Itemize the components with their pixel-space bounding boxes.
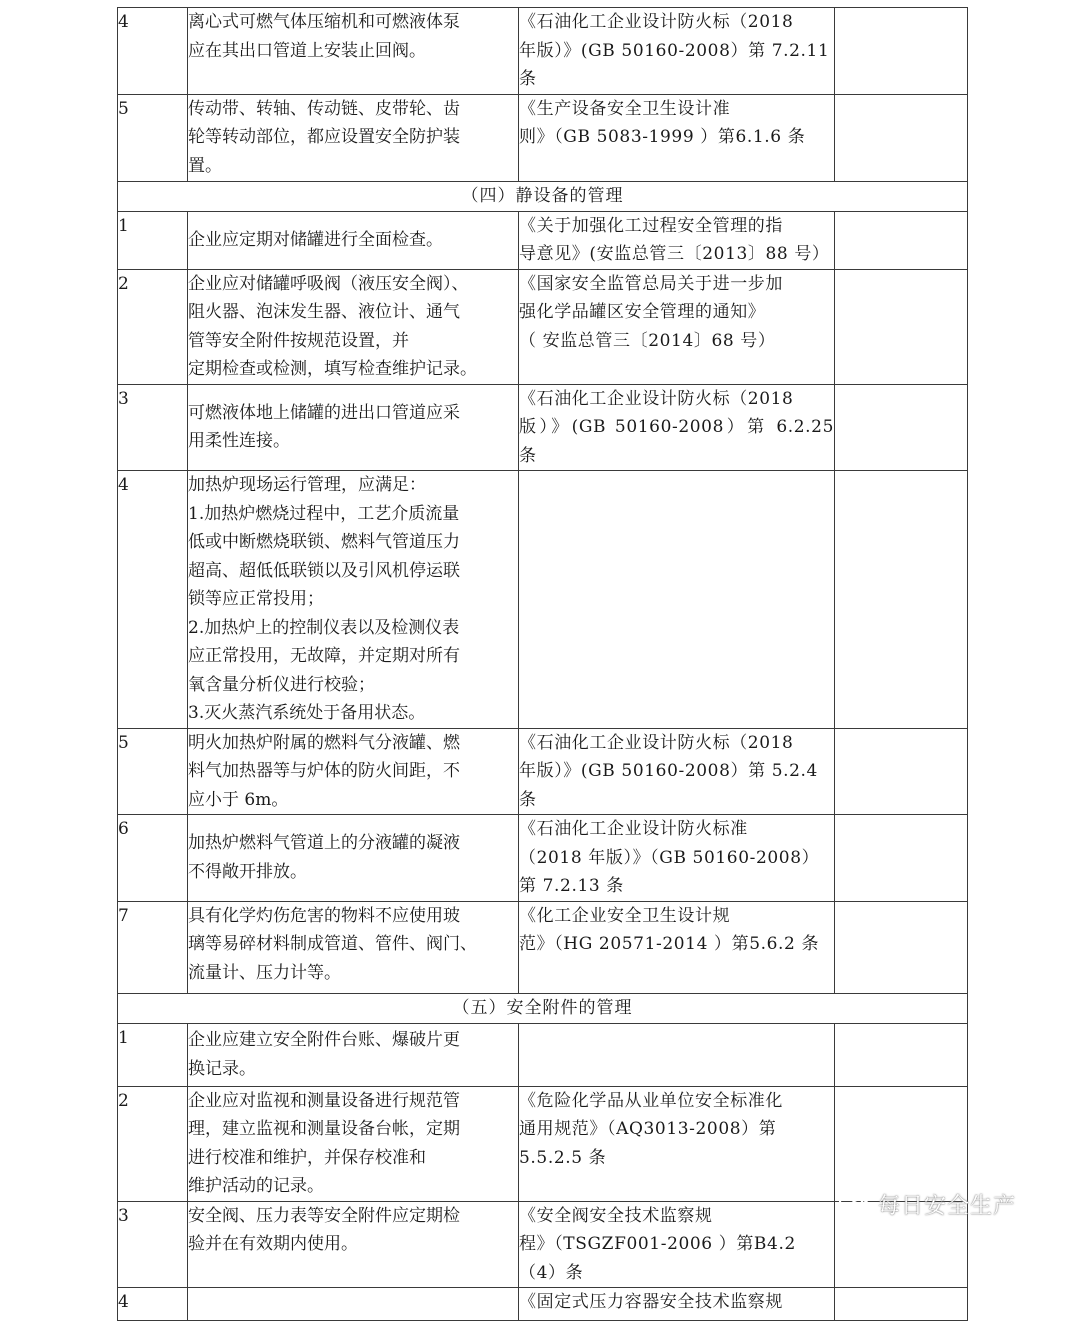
requirement-cell-line: 企业应建立安全附件台账、爆破片更 xyxy=(188,1030,460,1050)
basis-cell xyxy=(519,1288,835,1321)
basis-cell-line: 导意见》(安监总管三〔2013〕88 号） xyxy=(519,244,830,264)
remarks-cell xyxy=(835,1023,968,1086)
basis-cell-line: （2018 年版）》（GB 50160-2008） xyxy=(519,847,820,868)
remarks-cell xyxy=(835,269,968,384)
requirement-cell-line: 明火加热炉附属的燃料气分液罐、燃 xyxy=(188,732,460,753)
basis-cell-line: 《关于加强化工过程安全管理的指 xyxy=(519,215,783,236)
remarks-cell xyxy=(835,211,968,269)
basis-cell-line: 《石油化工企业设计防火标准 xyxy=(519,819,748,839)
basis-cell-line: （ 安监总管三〔2014〕68 号） xyxy=(519,330,776,351)
requirement-cell-line: 企业应定期对储罐进行全面检查。 xyxy=(188,229,443,250)
requirement-cell-line: 1.加热炉燃烧过程中，工艺介质流量 xyxy=(188,503,460,524)
requirement-cell-line: 进行校准和维护，并保存校准和 xyxy=(188,1147,426,1168)
basis-cell-line: 5.5.2.5 条 xyxy=(519,1147,607,1168)
requirement-cell-line: 离心式可燃气体压缩机和可燃液体泵 xyxy=(188,12,460,32)
requirement-cell xyxy=(188,901,519,993)
basis-cell xyxy=(519,211,835,269)
section-title: （四）静设备的管理 xyxy=(118,181,968,211)
requirement-cell-line: 璃等易碎材料制成管道、管件、阀门、 xyxy=(188,934,477,954)
requirement-cell-line: 应在其出口管道上安装止回阀。 xyxy=(188,40,426,61)
basis-cell xyxy=(519,815,835,902)
row-number: 6 xyxy=(118,815,188,902)
basis-cell-line: 则》（GB 5083-1999 ）第6.1.6 条 xyxy=(519,127,806,147)
requirement-cell-line: 安全阀、压力表等安全附件应定期检 xyxy=(188,1205,460,1226)
requirement-cell-line: 加热炉燃料气管道上的分液罐的凝液 xyxy=(188,833,460,854)
row-number: 1 xyxy=(118,211,188,269)
requirement-cell-line: 氧含量分析仪进行校验； xyxy=(188,674,375,695)
requirement-cell-line: 用柔性连接。 xyxy=(188,431,290,452)
requirement-cell-line: 阻火器、泡沫发生器、液位计、通气 xyxy=(188,302,460,322)
row-number: 2 xyxy=(118,269,188,384)
requirement-cell-line: 超高、超低低联锁以及引风机停运联 xyxy=(188,560,460,581)
basis-cell-line: 通用规范》（AQ3013-2008）第 xyxy=(519,1119,777,1139)
remarks-cell xyxy=(835,94,968,181)
basis-cell xyxy=(519,94,835,181)
remarks-cell xyxy=(835,728,968,815)
watermark xyxy=(838,1184,1016,1224)
basis-cell-line: 程》（TSGZF001-2006 ）第B4.2 xyxy=(519,1234,796,1254)
row-number: 5 xyxy=(118,728,188,815)
requirement-cell-line: 传动带、转轴、传动链、皮带轮、齿 xyxy=(188,98,460,119)
requirement-cell-line: 验并在有效期内使用。 xyxy=(188,1234,358,1254)
basis-cell-line: （4）条 xyxy=(519,1262,584,1283)
requirements-table xyxy=(117,7,968,1321)
table-row xyxy=(118,1288,968,1321)
requirement-cell-line: 不得敞开排放。 xyxy=(188,861,307,882)
basis-cell-line: 条 xyxy=(519,789,537,810)
requirement-cell xyxy=(188,471,519,729)
basis-cell-line: 版）》(GB 50160-2008）第 6.2.25 条 xyxy=(519,417,834,466)
remarks-cell xyxy=(835,471,968,729)
requirement-cell-line: 理，建立监视和测量设备台帐，定期 xyxy=(188,1119,460,1139)
section-header-row xyxy=(118,993,968,1023)
basis-cell-line: 《国家安全监管总局关于进一步加 xyxy=(519,273,783,294)
table-row xyxy=(118,8,968,95)
basis-cell-line: 范》（HG 20571-2014 ）第5.6.2 条 xyxy=(519,934,820,954)
basis-cell xyxy=(519,901,835,993)
table-row xyxy=(118,901,968,993)
requirement-cell-line: 2.加热炉上的控制仪表以及检测仪表 xyxy=(188,617,460,638)
row-number: 3 xyxy=(118,384,188,471)
table-row xyxy=(118,471,968,729)
requirement-cell-line: 低或中断燃烧联锁、燃料气管道压力 xyxy=(188,532,460,552)
basis-cell xyxy=(519,384,835,471)
section-header-row xyxy=(118,181,968,211)
basis-cell-line: 年版）》(GB 50160-2008）第 5.2.4 xyxy=(519,761,818,781)
row-number: 4 xyxy=(118,1288,188,1321)
basis-cell-line: 《石油化工企业设计防火标（2018 xyxy=(519,732,794,753)
requirement-cell xyxy=(188,728,519,815)
row-number: 7 xyxy=(118,901,188,993)
basis-cell-line: 《生产设备安全卫生设计准 xyxy=(519,98,731,119)
remarks-cell xyxy=(835,815,968,902)
requirement-cell-line: 应小于 6m。 xyxy=(188,789,289,810)
table-row xyxy=(118,384,968,471)
basis-cell-line: 第 7.2.13 条 xyxy=(519,876,624,896)
requirement-cell-line: 3.灭火蒸汽系统处于备用状态。 xyxy=(188,703,426,723)
requirement-cell xyxy=(188,211,519,269)
requirement-cell-line: 企业应对监视和测量设备进行规范管 xyxy=(188,1090,460,1111)
basis-cell-line: 年版）》(GB 50160-2008）第 7.2.11 xyxy=(519,40,830,61)
requirement-cell-line: 流量计、压力计等。 xyxy=(188,962,341,983)
requirement-cell-line: 加热炉现场运行管理，应满足： xyxy=(188,475,426,495)
row-number: 2 xyxy=(118,1086,188,1201)
requirement-cell-line: 换记录。 xyxy=(188,1058,256,1079)
basis-cell-line: 强化学品罐区安全管理的通知》 xyxy=(519,302,766,322)
requirement-cell-line: 定期检查或检测，填写检查维护记录。 xyxy=(188,359,477,379)
remarks-cell xyxy=(835,384,968,471)
requirement-cell xyxy=(188,1288,519,1321)
requirement-cell-line: 置。 xyxy=(188,155,222,176)
basis-cell-line: 条 xyxy=(519,69,537,89)
requirement-cell-line: 企业应对储罐呼吸阀（液压安全阀）、 xyxy=(188,273,469,294)
section-title: （五）安全附件的管理 xyxy=(118,993,968,1023)
requirement-cell xyxy=(188,384,519,471)
basis-cell xyxy=(519,8,835,95)
basis-cell-line: 《石油化工企业设计防火标（2018 xyxy=(519,12,794,32)
requirement-cell xyxy=(188,94,519,181)
row-number: 4 xyxy=(118,8,188,95)
requirement-cell-line: 锁等应正常投用； xyxy=(188,589,324,609)
row-number: 3 xyxy=(118,1201,188,1288)
remarks-cell xyxy=(835,8,968,95)
table-row xyxy=(118,269,968,384)
requirement-cell-line: 应正常投用，无故障，并定期对所有 xyxy=(188,646,460,666)
watermark-text: 每日安全生产 xyxy=(878,1193,1017,1219)
basis-cell xyxy=(519,269,835,384)
basis-cell xyxy=(519,728,835,815)
requirement-cell xyxy=(188,815,519,902)
table-row xyxy=(118,94,968,181)
requirements-table-body xyxy=(118,8,968,1321)
basis-cell-line: 《石油化工企业设计防火标（2018 xyxy=(519,388,794,409)
row-number: 5 xyxy=(118,94,188,181)
row-number: 4 xyxy=(118,471,188,729)
row-number: 1 xyxy=(118,1023,188,1086)
basis-cell-line: 《安全阀安全技术监察规 xyxy=(519,1205,713,1226)
requirement-cell-line: 管等安全附件按规范设置，并 xyxy=(188,330,409,351)
requirement-cell xyxy=(188,1201,519,1288)
wechat-icon xyxy=(838,1189,872,1219)
basis-cell xyxy=(519,1086,835,1201)
remarks-cell xyxy=(835,901,968,993)
remarks-cell xyxy=(835,1288,968,1321)
requirement-cell xyxy=(188,1086,519,1201)
requirement-cell xyxy=(188,269,519,384)
requirement-cell xyxy=(188,8,519,95)
requirement-cell-line: 料气加热器等与炉体的防火间距，不 xyxy=(188,761,460,781)
table-row xyxy=(118,815,968,902)
requirement-cell-line: 可燃液体地上储罐的进出口管道应采 xyxy=(188,402,460,423)
basis-cell xyxy=(519,471,835,729)
table-row xyxy=(118,728,968,815)
table-row xyxy=(118,1023,968,1086)
requirement-cell-line: 具有化学灼伤危害的物料不应使用玻 xyxy=(188,905,460,926)
table-row xyxy=(118,211,968,269)
basis-cell xyxy=(519,1201,835,1288)
basis-cell xyxy=(519,1023,835,1086)
basis-cell-line: 《固定式压力容器安全技术监察规 xyxy=(519,1292,783,1312)
basis-cell-line: 《化工企业安全卫生设计规 xyxy=(519,905,731,926)
requirement-cell xyxy=(188,1023,519,1086)
requirement-cell-line: 轮等转动部位，都应设置安全防护装 xyxy=(188,127,460,147)
requirement-cell-line: 维护活动的记录。 xyxy=(188,1176,324,1196)
basis-cell-line: 《危险化学品从业单位安全标准化 xyxy=(519,1090,783,1111)
